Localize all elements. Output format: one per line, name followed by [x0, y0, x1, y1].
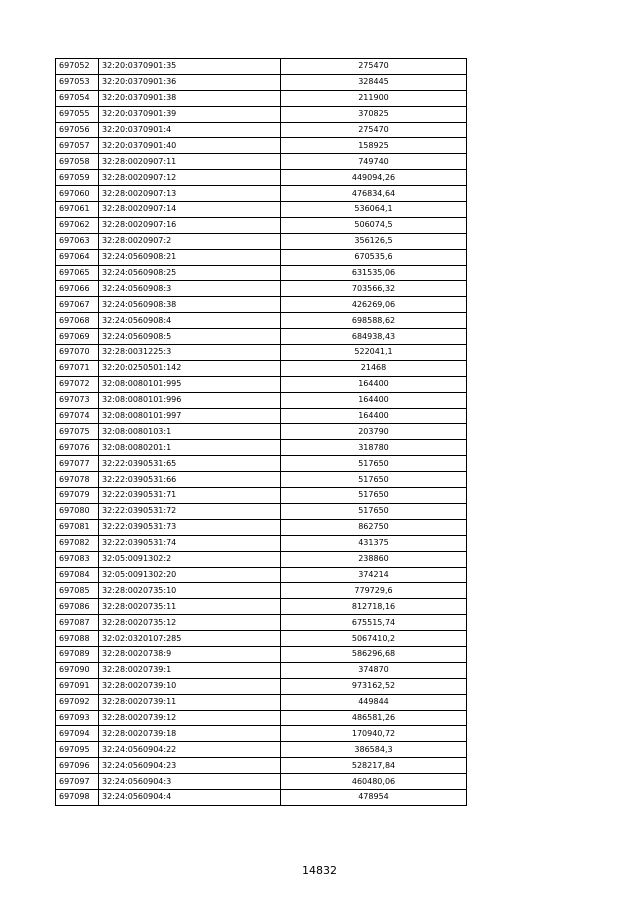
cadastral-number-cell: 32:24:0560904:4 [99, 789, 281, 805]
row-id-cell: 697064 [56, 249, 99, 265]
table-row [56, 551, 467, 567]
value-cell: 486581,26 [281, 710, 467, 726]
row-id-cell: 697096 [56, 758, 99, 774]
row-id-cell: 697087 [56, 615, 99, 631]
value-cell: 703566,32 [281, 281, 467, 297]
cadastral-number-cell: 32:22:0390531:73 [99, 519, 281, 535]
value-cell: 536064,1 [281, 202, 467, 218]
table-row [56, 662, 467, 678]
table-row [56, 440, 467, 456]
row-id-cell: 697075 [56, 424, 99, 440]
value-cell: 374214 [281, 567, 467, 583]
table-row [56, 360, 467, 376]
registry-table-body [56, 59, 467, 806]
cadastral-number-cell: 32:28:0020735:11 [99, 599, 281, 615]
value-cell: 476834,64 [281, 186, 467, 202]
value-cell: 170940,72 [281, 726, 467, 742]
value-cell: 862750 [281, 519, 467, 535]
value-cell: 158925 [281, 138, 467, 154]
cadastral-number-cell: 32:08:0080103:1 [99, 424, 281, 440]
value-cell: 517650 [281, 456, 467, 472]
table-row [56, 59, 467, 75]
row-id-cell: 697078 [56, 472, 99, 488]
row-id-cell: 697085 [56, 583, 99, 599]
row-id-cell: 697071 [56, 360, 99, 376]
cadastral-number-cell: 32:28:0020739:18 [99, 726, 281, 742]
value-cell: 164400 [281, 408, 467, 424]
cadastral-number-cell: 32:28:0020739:12 [99, 710, 281, 726]
table-row [56, 138, 467, 154]
value-cell: 675515,74 [281, 615, 467, 631]
value-cell: 449844 [281, 694, 467, 710]
row-id-cell: 697061 [56, 202, 99, 218]
table-row [56, 170, 467, 186]
value-cell: 631535,06 [281, 265, 467, 281]
row-id-cell: 697057 [56, 138, 99, 154]
value-cell: 275470 [281, 122, 467, 138]
table-row [56, 678, 467, 694]
table-row [56, 535, 467, 551]
row-id-cell: 697073 [56, 392, 99, 408]
row-id-cell: 697059 [56, 170, 99, 186]
row-id-cell: 697070 [56, 345, 99, 361]
row-id-cell: 697093 [56, 710, 99, 726]
table-row [56, 217, 467, 233]
value-cell: 779729,6 [281, 583, 467, 599]
table-row [56, 694, 467, 710]
cadastral-number-cell: 32:20:0370901:4 [99, 122, 281, 138]
row-id-cell: 697077 [56, 456, 99, 472]
row-id-cell: 697067 [56, 297, 99, 313]
value-cell: 749740 [281, 154, 467, 170]
cadastral-number-cell: 32:24:0560908:38 [99, 297, 281, 313]
cadastral-number-cell: 32:28:0020738:9 [99, 646, 281, 662]
value-cell: 517650 [281, 488, 467, 504]
table-row [56, 472, 467, 488]
cadastral-number-cell: 32:24:0560908:25 [99, 265, 281, 281]
row-id-cell: 697053 [56, 74, 99, 90]
row-id-cell: 697083 [56, 551, 99, 567]
cadastral-number-cell: 32:22:0390531:66 [99, 472, 281, 488]
cadastral-number-cell: 32:22:0390531:71 [99, 488, 281, 504]
table-row [56, 74, 467, 90]
table-row [56, 774, 467, 790]
row-id-cell: 697080 [56, 503, 99, 519]
row-id-cell: 697084 [56, 567, 99, 583]
value-cell: 431375 [281, 535, 467, 551]
table-row [56, 122, 467, 138]
value-cell: 460480,06 [281, 774, 467, 790]
value-cell: 238860 [281, 551, 467, 567]
table-row [56, 615, 467, 631]
table-row [56, 281, 467, 297]
table-row [56, 106, 467, 122]
table-row [56, 186, 467, 202]
table-row [56, 376, 467, 392]
row-id-cell: 697086 [56, 599, 99, 615]
cadastral-number-cell: 32:24:0560908:21 [99, 249, 281, 265]
cadastral-number-cell: 32:24:0560904:3 [99, 774, 281, 790]
row-id-cell: 697068 [56, 313, 99, 329]
value-cell: 528217,84 [281, 758, 467, 774]
table-row [56, 583, 467, 599]
value-cell: 506074,5 [281, 217, 467, 233]
table-row [56, 789, 467, 805]
cadastral-number-cell: 32:22:0390531:72 [99, 503, 281, 519]
value-cell: 670535,6 [281, 249, 467, 265]
cadastral-number-cell: 32:20:0370901:40 [99, 138, 281, 154]
value-cell: 203790 [281, 424, 467, 440]
row-id-cell: 697082 [56, 535, 99, 551]
row-id-cell: 697056 [56, 122, 99, 138]
table-row [56, 567, 467, 583]
table-row [56, 631, 467, 647]
table-row [56, 646, 467, 662]
cadastral-number-cell: 32:24:0560904:22 [99, 742, 281, 758]
row-id-cell: 697097 [56, 774, 99, 790]
row-id-cell: 697090 [56, 662, 99, 678]
cadastral-number-cell: 32:20:0370901:35 [99, 59, 281, 75]
value-cell: 318780 [281, 440, 467, 456]
row-id-cell: 697069 [56, 329, 99, 345]
value-cell: 5067410,2 [281, 631, 467, 647]
table-row [56, 313, 467, 329]
cadastral-number-cell: 32:28:0020739:1 [99, 662, 281, 678]
value-cell: 812718,16 [281, 599, 467, 615]
table-row [56, 233, 467, 249]
row-id-cell: 697081 [56, 519, 99, 535]
row-id-cell: 697076 [56, 440, 99, 456]
row-id-cell: 697052 [56, 59, 99, 75]
cadastral-number-cell: 32:08:0080201:1 [99, 440, 281, 456]
cadastral-number-cell: 32:22:0390531:65 [99, 456, 281, 472]
table-row [56, 329, 467, 345]
table-row [56, 519, 467, 535]
registry-table [55, 58, 467, 806]
value-cell: 21468 [281, 360, 467, 376]
value-cell: 426269,06 [281, 297, 467, 313]
row-id-cell: 697055 [56, 106, 99, 122]
value-cell: 374870 [281, 662, 467, 678]
cadastral-number-cell: 32:28:0020907:12 [99, 170, 281, 186]
value-cell: 449094,26 [281, 170, 467, 186]
cadastral-number-cell: 32:08:0080101:995 [99, 376, 281, 392]
row-id-cell: 697091 [56, 678, 99, 694]
row-id-cell: 697066 [56, 281, 99, 297]
value-cell: 164400 [281, 376, 467, 392]
value-cell: 698588,62 [281, 313, 467, 329]
row-id-cell: 697054 [56, 90, 99, 106]
row-id-cell: 697063 [56, 233, 99, 249]
cadastral-number-cell: 32:28:0020907:11 [99, 154, 281, 170]
row-id-cell: 697092 [56, 694, 99, 710]
table-row [56, 202, 467, 218]
row-id-cell: 697072 [56, 376, 99, 392]
cadastral-number-cell: 32:28:0020907:2 [99, 233, 281, 249]
table-row [56, 297, 467, 313]
cadastral-number-cell: 32:28:0031225:3 [99, 345, 281, 361]
cadastral-number-cell: 32:05:0091302:2 [99, 551, 281, 567]
value-cell: 275470 [281, 59, 467, 75]
cadastral-number-cell: 32:22:0390531:74 [99, 535, 281, 551]
cadastral-number-cell: 32:24:0560908:4 [99, 313, 281, 329]
cadastral-number-cell: 32:28:0020907:13 [99, 186, 281, 202]
cadastral-number-cell: 32:02:0320107:285 [99, 631, 281, 647]
cadastral-number-cell: 32:28:0020735:12 [99, 615, 281, 631]
row-id-cell: 697094 [56, 726, 99, 742]
row-id-cell: 697088 [56, 631, 99, 647]
table-row [56, 408, 467, 424]
value-cell: 973162,52 [281, 678, 467, 694]
table-row [56, 742, 467, 758]
value-cell: 356126,5 [281, 233, 467, 249]
cadastral-number-cell: 32:28:0020735:10 [99, 583, 281, 599]
value-cell: 386584,3 [281, 742, 467, 758]
table-row [56, 758, 467, 774]
cadastral-number-cell: 32:24:0560908:5 [99, 329, 281, 345]
cadastral-number-cell: 32:24:0560908:3 [99, 281, 281, 297]
table-row [56, 265, 467, 281]
page-number: 14832 [302, 864, 337, 877]
value-cell: 517650 [281, 503, 467, 519]
value-cell: 684938,43 [281, 329, 467, 345]
cadastral-number-cell: 32:05:0091302:20 [99, 567, 281, 583]
row-id-cell: 697098 [56, 789, 99, 805]
row-id-cell: 697095 [56, 742, 99, 758]
table-row [56, 154, 467, 170]
row-id-cell: 697062 [56, 217, 99, 233]
cadastral-number-cell: 32:20:0370901:38 [99, 90, 281, 106]
value-cell: 211900 [281, 90, 467, 106]
cadastral-number-cell: 32:20:0370901:39 [99, 106, 281, 122]
row-id-cell: 697079 [56, 488, 99, 504]
value-cell: 478954 [281, 789, 467, 805]
table-row [56, 599, 467, 615]
cadastral-number-cell: 32:24:0560904:23 [99, 758, 281, 774]
cadastral-number-cell: 32:08:0080101:997 [99, 408, 281, 424]
table-row [56, 424, 467, 440]
table-row [56, 90, 467, 106]
table-row [56, 249, 467, 265]
cadastral-number-cell: 32:28:0020739:11 [99, 694, 281, 710]
value-cell: 522041,1 [281, 345, 467, 361]
table-row [56, 503, 467, 519]
cadastral-number-cell: 32:28:0020907:16 [99, 217, 281, 233]
row-id-cell: 697089 [56, 646, 99, 662]
table-row [56, 710, 467, 726]
cadastral-number-cell: 32:28:0020739:10 [99, 678, 281, 694]
row-id-cell: 697060 [56, 186, 99, 202]
cadastral-number-cell: 32:28:0020907:14 [99, 202, 281, 218]
row-id-cell: 697058 [56, 154, 99, 170]
cadastral-number-cell: 32:20:0370901:36 [99, 74, 281, 90]
cadastral-number-cell: 32:08:0080101:996 [99, 392, 281, 408]
value-cell: 517650 [281, 472, 467, 488]
table-row [56, 456, 467, 472]
table-row [56, 726, 467, 742]
row-id-cell: 697065 [56, 265, 99, 281]
table-row [56, 488, 467, 504]
cadastral-number-cell: 32:20:0250501:142 [99, 360, 281, 376]
value-cell: 164400 [281, 392, 467, 408]
table-row [56, 392, 467, 408]
value-cell: 586296,68 [281, 646, 467, 662]
row-id-cell: 697074 [56, 408, 99, 424]
value-cell: 328445 [281, 74, 467, 90]
table-row [56, 345, 467, 361]
value-cell: 370825 [281, 106, 467, 122]
